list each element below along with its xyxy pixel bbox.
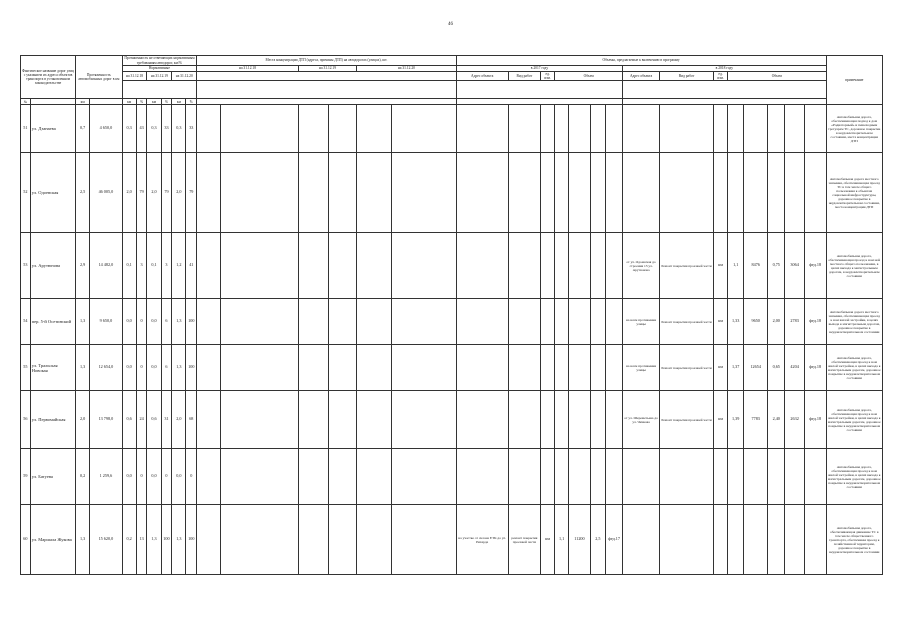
cell-v1-18: 1,39 <box>728 391 744 449</box>
cell-c2: 0 <box>136 299 147 345</box>
header-cond-date-a: на 31.12.18 <box>122 72 147 81</box>
cell-len: 2,0 <box>76 391 90 449</box>
cell-work18: Ремонт покрытия проезжей части <box>659 299 713 345</box>
cell-v1-18 <box>728 153 744 233</box>
header-vol-2017: Объем <box>555 72 623 81</box>
header-condition: Протяженность не отвечающих нормативным требованиям автодорог, км/% <box>122 56 197 66</box>
cell-unit18: км <box>714 391 728 449</box>
page-number: 46 <box>448 22 453 27</box>
cell-fin18: фед.18 <box>804 233 826 299</box>
cell-v4-18: 2632 <box>785 391 804 449</box>
cell-len: 1,3 <box>76 505 90 575</box>
cell-no: 56 <box>21 391 31 449</box>
cell-addr18 <box>623 505 660 575</box>
cell-c6: 100 <box>186 299 197 345</box>
table-row <box>21 391 883 449</box>
cell-v2-17 <box>569 153 591 233</box>
cell-v4-18 <box>785 153 804 233</box>
header-work-2018: Вид работ <box>659 72 713 81</box>
header-vol-2018: Объем <box>728 72 826 81</box>
cell-v2-17 <box>569 391 591 449</box>
cell-addr17 <box>456 391 508 449</box>
cell-work18: Ремонт покрытия проезжей части <box>659 391 713 449</box>
cell-unit18: км <box>714 233 728 299</box>
cell-fin17 <box>605 299 622 345</box>
cell-work17 <box>508 233 540 299</box>
cell-v3-18 <box>768 105 785 153</box>
cell-c4: 79 <box>161 153 172 233</box>
header-cond-date-b: на 31.12.19 <box>147 72 172 81</box>
cell-work18: Ремонт покрытия проезжей части <box>659 233 713 299</box>
cell-desc: Автомобильная дорога, обеспечивающая проезд к ном жилой застройки, в целях выхода к магистральным дорогам, дорожное покрытие в неудовлетворительном состоянии <box>826 391 883 449</box>
cell-addr17 <box>456 105 508 153</box>
table-row <box>21 345 883 391</box>
cell-desc: Автомобильная дорога, обеспечивающая проезд к ном жилой застройки, в целях выхода к магистральным дорогам, дорожное покрытие в неудовлетворительном состоянии <box>826 449 883 505</box>
cell-work17 <box>508 345 540 391</box>
cell-v2-17: 11200 <box>569 505 591 575</box>
cell-addr18: на всем протяжении улицы <box>623 299 660 345</box>
cell-addr18: на всем протяжении улицы <box>623 345 660 391</box>
cell-work17 <box>508 391 540 449</box>
table-row <box>21 299 883 345</box>
cell-unit17 <box>541 449 555 505</box>
cell-v2-18: 12654 <box>744 345 768 391</box>
cell-fin17 <box>605 449 622 505</box>
cell-work18 <box>659 505 713 575</box>
cell-area: 46 005,0 <box>90 153 122 233</box>
cell-unit17 <box>541 233 555 299</box>
table-body <box>21 105 883 575</box>
cell-work18: Ремонт покрытия проезжей части <box>659 345 713 391</box>
cell-len: 2,9 <box>76 233 90 299</box>
cell-c4: 33 <box>161 105 172 153</box>
cell-c2: 13 <box>136 505 147 575</box>
cell-name: ул. Дзанаева <box>30 105 75 153</box>
cell-c3: 0,6 <box>147 391 161 449</box>
cell-v1-18: 1,1 <box>728 233 744 299</box>
cell-v1-17 <box>555 105 569 153</box>
cell-unit17 <box>541 153 555 233</box>
cell-v3-18: 2,40 <box>768 391 785 449</box>
cell-no: 52 <box>21 153 31 233</box>
cell-v1-17 <box>555 449 569 505</box>
cell-c2: 24 <box>136 391 147 449</box>
cell-c2: 43 <box>136 105 147 153</box>
cell-c1: 0,0 <box>122 299 136 345</box>
cell-desc: Автомобильная дорога местного значения, обеспечивающая проезд к ном жилой застройки, в целях выхода к магистральным дорогам, дорожное покрытие в неудовлетворительном состоянии <box>826 299 883 345</box>
cell-work17 <box>508 105 540 153</box>
cell-fin17 <box>605 391 622 449</box>
cell-v1-17 <box>555 345 569 391</box>
cell-unit18 <box>714 449 728 505</box>
cell-area: 4 650,0 <box>90 105 122 153</box>
cell-c6: 100 <box>186 345 197 391</box>
cell-c5: 0,0 <box>172 449 186 505</box>
cell-work18 <box>659 105 713 153</box>
cell-desc: Автомобильная дорога, обеспечивающая проезд к ном ной местного общего пользования, в целях выхода к магистральным дорогам, в неудовлетворительном состоянии <box>826 233 883 299</box>
cell-area: 1 259,6 <box>90 449 122 505</box>
cell-fin17 <box>605 153 622 233</box>
cell-name: пер. 5-й Осетинский <box>30 299 75 345</box>
cell-area: 9 650,0 <box>90 299 122 345</box>
cell-v3-18 <box>768 153 785 233</box>
table-row <box>21 505 883 575</box>
cell-unit18 <box>714 153 728 233</box>
cell-area: 13 798,0 <box>90 391 122 449</box>
cell-v2-18 <box>744 105 768 153</box>
cell-c1: 2,0 <box>122 153 136 233</box>
cell-v3-18 <box>768 449 785 505</box>
cell-unit18 <box>714 105 728 153</box>
cell-c3: 1,3 <box>147 505 161 575</box>
cell-v3-18: 0,75 <box>768 233 785 299</box>
cell-c4: 3 <box>161 233 172 299</box>
cell-c4: 100 <box>161 505 172 575</box>
cell-c2: 79 <box>136 153 147 233</box>
cell-name: ул. Первомайская <box>30 391 75 449</box>
cell-c1: 0,0 <box>122 345 136 391</box>
cell-c4: 0 <box>161 449 172 505</box>
cell-v2-17 <box>569 299 591 345</box>
cell-v2-17 <box>569 105 591 153</box>
table-row <box>21 233 883 299</box>
cell-v3-17 <box>590 105 605 153</box>
cell-addr18 <box>623 449 660 505</box>
cell-fin18 <box>804 505 826 575</box>
cell-v4-18: 3064 <box>785 233 804 299</box>
cell-addr17 <box>456 233 508 299</box>
cell-v2-17 <box>569 233 591 299</box>
header-unit-2017: ед. изм. <box>541 72 555 81</box>
cell-area: 14 482,0 <box>90 233 122 299</box>
cell-addr17 <box>456 449 508 505</box>
cell-v1-17 <box>555 233 569 299</box>
header-col-no: № <box>21 99 31 105</box>
cell-c5: 2,0 <box>172 391 186 449</box>
cell-v4-18 <box>785 105 804 153</box>
cell-addr17 <box>456 299 508 345</box>
cell-desc: Автомобильная дорога, обеспечивающая движение ТС в том числе общественного транспорта, обеспечивая проезд к хозяйственной территории, дорожное покрытие в неудовлетворительном состоянии <box>826 505 883 575</box>
cell-work18 <box>659 153 713 233</box>
cell-v2-17 <box>569 449 591 505</box>
cell-addr17 <box>456 153 508 233</box>
header-dtp-date-a: на 31.12.18 <box>197 66 299 72</box>
cell-name: ул. Арутюнова <box>30 233 75 299</box>
cell-no: 60 <box>21 505 31 575</box>
header-addr-2017: Адрес объекта <box>456 72 508 81</box>
cell-c5: 1,3 <box>172 345 186 391</box>
cell-no: 53 <box>21 233 31 299</box>
cell-desc: Автомобильная дорога, обеспечивающая подход к дом «Радиаторный» и пешеходным тротуарам ТС, дорожное покрытие в неудовлетворительном состоянии, места концентрации ДТП <box>826 105 883 153</box>
cell-v3-18: 0,65 <box>768 345 785 391</box>
cell-v3-17: 2,5 <box>590 505 605 575</box>
cell-v4-18: 4204 <box>785 345 804 391</box>
works-program-table-sheet <box>20 55 883 621</box>
cell-unit17 <box>541 105 555 153</box>
cell-c4: 31 <box>161 391 172 449</box>
header-unit-2018: ед. изм. <box>714 72 728 81</box>
cell-fin18: фед.18 <box>804 345 826 391</box>
cell-v2-18: 9650 <box>744 299 768 345</box>
header-addr-2018: Адрес объекта <box>623 72 660 81</box>
cell-c2: 3 <box>136 233 147 299</box>
cell-c1: 0,0 <box>122 449 136 505</box>
cell-v3-18 <box>768 505 785 575</box>
header-road-name: Фактическое название дорог улиц с указанием их адреса объектов транспорта в установленном законодательстве <box>21 56 76 99</box>
cell-area: 15 620,0 <box>90 505 122 575</box>
cell-v1-17 <box>555 153 569 233</box>
cell-v3-17 <box>590 345 605 391</box>
table-row <box>21 449 883 505</box>
header-length: Протяженность автомобильных дорог в км <box>76 56 123 99</box>
cell-c3: 0,3 <box>147 105 161 153</box>
cell-name: ул. Тральская Новокая <box>30 345 75 391</box>
cell-c3: 0,0 <box>147 345 161 391</box>
cell-unit17 <box>541 391 555 449</box>
cell-name: ул. Одоевская <box>30 153 75 233</box>
cell-unit18: км <box>714 299 728 345</box>
cell-no: 55 <box>21 345 31 391</box>
cell-c6: 68 <box>186 391 197 449</box>
header-purpose: примечание <box>826 56 883 105</box>
cell-fin17 <box>605 233 622 299</box>
header-dtp-date-c: на 31.12.20 <box>357 66 457 72</box>
cell-v3-17 <box>590 233 605 299</box>
cell-len: 2,5 <box>76 153 90 233</box>
cell-len: 0,7 <box>76 105 90 153</box>
cell-c4: 6 <box>161 345 172 391</box>
cell-addr17 <box>456 345 508 391</box>
cell-c2: 0 <box>136 449 147 505</box>
cell-work17 <box>508 153 540 233</box>
cell-fin17 <box>605 345 622 391</box>
cell-v1-17 <box>555 299 569 345</box>
cell-no: 51 <box>21 105 31 153</box>
cell-v2-18 <box>744 153 768 233</box>
cell-unit17 <box>541 299 555 345</box>
header-dtp-sites: Места концентрации ДТП (адреса, причины ДТП) на автодорогах (улицах), шт. <box>197 56 457 66</box>
cell-c1: 0,3 <box>122 105 136 153</box>
cell-desc: Автомобильная дорога местного значения, обеспечивающая проезд ТС в том числе общего пользования к объектам социальной инфраструктуры, дорожное покрытие в неудовлетворительном состоянии, места концентрации ДТП <box>826 153 883 233</box>
cell-v4-18 <box>785 449 804 505</box>
cell-v3-17 <box>590 299 605 345</box>
cell-addr18: от ул. Одоевская до строения 13 ул. Арутюнова <box>623 233 660 299</box>
cell-desc: Автомобильная дорога, обеспечивающая проезд к ном жилой застройки, в целях выхода к магистральным дорогам, дорожное покрытие в неудовлетворительном состоянии <box>826 345 883 391</box>
cell-v2-18 <box>744 449 768 505</box>
cell-name: ул. Батуева <box>30 449 75 505</box>
cell-addr18: от ул. Шереметьева до ул. Чичкова <box>623 391 660 449</box>
cell-no: 54 <box>21 299 31 345</box>
table-row <box>21 105 883 153</box>
cell-fin18: фед.18 <box>804 299 826 345</box>
cell-c2: 0 <box>136 345 147 391</box>
cell-unit18 <box>714 505 728 575</box>
cell-v1-17: 1,1 <box>555 505 569 575</box>
cell-c6: 41 <box>186 233 197 299</box>
cell-len: 1,3 <box>76 299 90 345</box>
cell-addr17: на участке от склона ЕТК до ул. Рихарда <box>456 505 508 575</box>
cell-c4: 6 <box>161 299 172 345</box>
cell-v3-17 <box>590 153 605 233</box>
cell-v2-18 <box>744 505 768 575</box>
cell-name: ул. Маршала Жукова <box>30 505 75 575</box>
table-row <box>21 153 883 233</box>
cell-v3-17 <box>590 449 605 505</box>
cell-v1-18 <box>728 449 744 505</box>
cell-v4-18 <box>785 505 804 575</box>
cell-c3: 0,0 <box>147 299 161 345</box>
header-col-km: км <box>76 99 90 105</box>
cell-fin18 <box>804 153 826 233</box>
header-work-2017: Вид работ <box>508 72 540 81</box>
cell-v2-18: 7783 <box>744 391 768 449</box>
cell-v2-17 <box>569 345 591 391</box>
cell-v4-18: 2783 <box>785 299 804 345</box>
cell-v1-17 <box>555 391 569 449</box>
header-normative: Нормативные <box>122 66 197 72</box>
cell-c1: 0,6 <box>122 391 136 449</box>
cell-c3: 0,0 <box>147 449 161 505</box>
cell-v3-17 <box>590 391 605 449</box>
cell-addr18 <box>623 153 660 233</box>
cell-fin18: фед.18 <box>804 391 826 449</box>
cell-len: 0,2 <box>76 449 90 505</box>
cell-c5: 2,0 <box>172 153 186 233</box>
cell-c3: 0,1 <box>147 233 161 299</box>
cell-area: 12 654,0 <box>90 345 122 391</box>
cell-c5: 1,3 <box>172 299 186 345</box>
cell-work17: ремонт покрытия проезжей части <box>508 505 540 575</box>
cell-work17 <box>508 449 540 505</box>
cell-c6: 100 <box>186 505 197 575</box>
cell-unit17: км <box>541 505 555 575</box>
cell-fin18 <box>804 449 826 505</box>
header-works: Объемы, предлагаемые к включению в программу <box>456 56 826 66</box>
works-program-table: Фактическое название дорог улиц с указанием их адреса объектов транспорта в установленном законодательстве Протяженность автомобильных дорог в км Протяженность не отвечающих нормативным требованиям автодорог, км/% Места концентрации ДТП (адреса, причины ДТП) на автодорогах (улицах), шт. Объемы, предлагаемые к включению в программу примечание Нормативные на 31.12.18 на 31.12.19 на 31.12.20 в 2017 году в 2018 году на 31.12.18 на 31.12.19 на 31.12.20 Адрес объекта Вид работ ед. изм. Объем Адрес объекта Вид работ ед. изм. Объем № км км % км % км % 51 ул. Дзанаева 0,7 4 650,0 0,3 43 0,3 33 0,3 33 Автомобильная дорога, обеспечивающая подход к дом «Радиаторный» и пешеходным тротуарам ТС, дорожное покрытие в неудовлетворительном состоянии, места концентрации ДТП 52 ул. Одоевская 2,5 46 005,0 2,0 79 2,0 79 2,0 79 Автомобильная дорога местного значения, обеспечивающая проезд ТС в том числе общего пользования к объектам социальной инфраструктуры, дорожное покрытие в неудовлетворительном состоянии, места концентрации ДТП 53 ул. Арутюнова 2,9 14 482,0 0,1 3 0,1 3 1,2 41 от ул. Одоевская до строения 13 ул. Арутюнова Ремонт покрытия проезжей части км 1,1 8476 0,75 3064 фед.18 Автомобильная дорога, обеспечивающая проезд к ном ной местного общего пользования, в целях выхода к магистральным дорогам, в неудовлетворительном состоянии 54 пер. 5-й Осетинский 1,3 9 650,0 0,0 0 0,0 6 1,3 100 на всем протяжении улицы Ремонт покрытия проезжей части км 1,33 9650 2,00 2783 фед.18 Автомобильная дорога местного значения, обеспечивающая проезд к ном жилой застройки, в целях выхода к магистральным дорогам, дорожное покрытие в неудовлетворительном состоянии 55 ул. Тральская Новокая 1,3 12 654,0 0,0 0 0,0 6 1,3 100 на всем протяжении улицы Ремонт покрытия проезжей части км 1,37 12654 0,65 4204 фед.18 Автомобильная дорога, обеспечивающая проезд к ном жилой застройки, в целях выхода к магистральным дорогам, дорожное покрытие в неудовлетворительном состоянии 56 ул. Первомайская 2,0 13 798,0 0,6 24 0,6 31 2,0 68 от ул. Шереметьева до ул. Чичкова Ремонт покрытия проезжей части км 1,39 7783 2,40 2632 фед.18 Автомобильная дорога, обеспечивающая проезд к ном жилой застройки, в целях выхода к магистральным дорогам, дорожное покрытие в неудовлетворительном состоянии 59 ул. Батуева 0,2 1 259,6 0,0 0 0,0 0 0,0 0 Автомобильная дорога, обеспечивающая проезд к ном жилой застройки, в целях выхода к магистральным дорогам, дорожное покрытие в неудовлетворительном состоянии 60 ул. Маршала Жукова 1,3 15 620,0 0,2 13 1,3 100 1,3 100 на участке от склона ЕТК до ул. Рихарда ремонт покрытия проезжей части км 1,1 11200 2,5 фед.17 Автомобильная дорога, обеспечивающая движение ТС в том числе общественного транспорта, обеспечивая проезд к хозяйственной территории, дорожное покрытие в неудовлетворительном состоянии <box>20 55 883 575</box>
cell-v3-18: 2,00 <box>768 299 785 345</box>
cell-v1-18 <box>728 505 744 575</box>
cell-c3: 2,0 <box>147 153 161 233</box>
cell-c5: 0,3 <box>172 105 186 153</box>
header-year-2018: в 2018 году <box>623 66 826 72</box>
cell-addr18 <box>623 105 660 153</box>
cell-len: 1,3 <box>76 345 90 391</box>
cell-work18 <box>659 449 713 505</box>
cell-c1: 0,1 <box>122 233 136 299</box>
cell-fin17 <box>605 105 622 153</box>
cell-c6: 33 <box>186 105 197 153</box>
cell-c6: 79 <box>186 153 197 233</box>
cell-v2-18: 8476 <box>744 233 768 299</box>
cell-c5: 1,3 <box>172 505 186 575</box>
cell-unit17 <box>541 345 555 391</box>
cell-v1-18: 1,37 <box>728 345 744 391</box>
header-dtp-date-b: на 31.12.19 <box>298 66 356 72</box>
cell-fin17: фед.17 <box>605 505 622 575</box>
header-year-2017: в 2017 году <box>456 66 622 72</box>
cell-c1: 0,2 <box>122 505 136 575</box>
cell-c6: 0 <box>186 449 197 505</box>
cell-no: 59 <box>21 449 31 505</box>
cell-v1-18: 1,33 <box>728 299 744 345</box>
cell-fin18 <box>804 105 826 153</box>
cell-c5: 1,2 <box>172 233 186 299</box>
cell-unit18: км <box>714 345 728 391</box>
cell-v1-18 <box>728 105 744 153</box>
header-cond-date-c: на 31.12.20 <box>172 72 197 81</box>
cell-work17 <box>508 299 540 345</box>
